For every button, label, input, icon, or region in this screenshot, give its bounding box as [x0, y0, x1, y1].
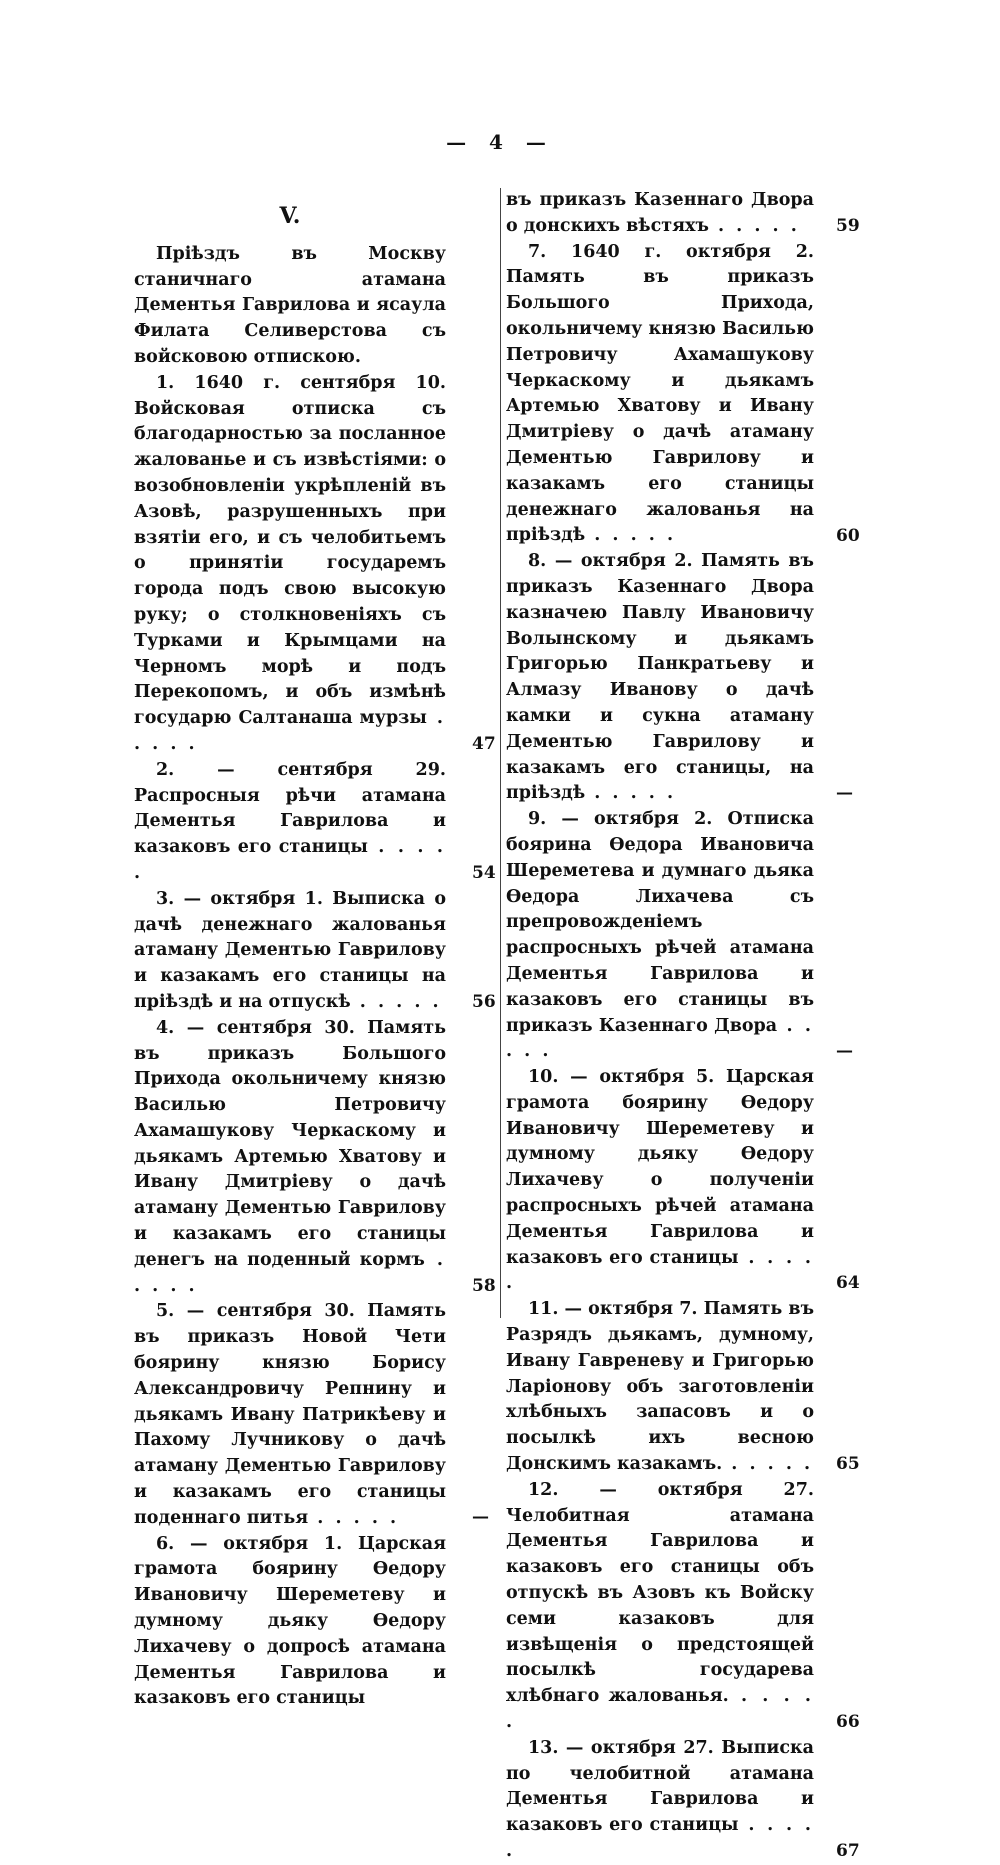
- toc-page-number: 66: [836, 1711, 860, 1732]
- leader-dots: . . . . .: [134, 708, 446, 754]
- leader-dots: . . . . .: [506, 1015, 814, 1062]
- toc-entry-text: 1. 1640 г. сентября 10. Войсковая отписка съ благодарностью за посланное жалованье и съ извѣстiями: о возобновленiи укрѣпленiй въ Азовѣ, разрушенныхъ при взятiи его, и съ челобитьемъ о принятiи государемъ города подъ свою высокую руку; о столкновенiяхъ съ Турками и Крымцами на Черномъ морѣ и подъ Перекопомъ, и объ измѣнѣ государю Салтанаша мурзы: [134, 372, 446, 729]
- toc-entry: [134, 1532, 446, 1713]
- toc-page-number: 54: [472, 862, 496, 883]
- page-number: — 4 —: [446, 130, 554, 154]
- toc-entry-text: 2. — сентября 29. Распросныя рѣчи атамана Дементья Гаврилова и казаковъ его станицы: [134, 759, 446, 858]
- leader-dots: . . . . .: [134, 837, 446, 883]
- leader-dots: . . . . .: [308, 1507, 400, 1528]
- toc-entry: [506, 1736, 860, 1865]
- section-title: Прiѣздъ въ Москву станичнаго атамана Дементья Гаврилова и ясаула Филата Селиверстова съ войсковою отпискою.: [134, 243, 446, 367]
- toc-entry: [506, 188, 860, 240]
- toc-entry-text: 6. — октября 1. Царская грамота боярину Ѳедору Ивановичу Шереметеву и думному дьяку Ѳедору Лихачеву о допросѣ атамана Дементья Гаврилова и казаковъ его станицы: [134, 1533, 446, 1709]
- leader-dots: . . . . .: [585, 783, 677, 804]
- toc-entry: [506, 240, 860, 550]
- toc-entry-text: 12. — октября 27. Челобитная атамана Дементья Гаврилова и казаковъ его станицы объ отпускѣ въ Азовъ къ Войску семи казаковъ для извѣщенiя о предстоящей посылкѣ государева хлѣбнаго жалованья.: [506, 1479, 814, 1707]
- right-entry-list: [506, 188, 860, 1865]
- leader-dots: . . . . .: [134, 1249, 447, 1296]
- toc-entry: [134, 1016, 496, 1300]
- toc-entry-text: 10. — октября 5. Царская грамота боярину Ѳедору Ивановичу Шереметеву и думному дьяку Ѳедору Лихачеву о полученiи распросныхъ рѣчей атамана Дементья Гаврилова и казаковъ его станицы: [506, 1067, 814, 1268]
- toc-entry: [506, 807, 853, 1065]
- leader-dots: . . . . .: [506, 1815, 814, 1861]
- toc-entry-text: 13. — октября 27. Выписка по челобитной атамана Дементья Гаврилова и казаковъ его станицы: [506, 1737, 814, 1836]
- toc-page-number: —: [836, 1041, 853, 1062]
- toc-entry: [134, 887, 496, 1016]
- section-heading: V.: [279, 203, 301, 229]
- left-entry-list: [134, 371, 496, 1712]
- leader-dots: . . . . .: [708, 215, 800, 236]
- toc-page-number: —: [472, 1507, 489, 1528]
- toc-page-number: 65: [836, 1454, 860, 1475]
- toc-page-number: 56: [472, 991, 496, 1012]
- toc-entry-text: 4. — сентября 30. Память въ приказъ Большого Прихода окольничему князю Василью Петровичу Ахамашукову Черкаскому и дьякамъ Артемью Хватову и Ивану Дмитрiеву о дачѣ атаману Дементью Гаврилову и казакамъ его станицы денегъ на поденный кормъ: [134, 1017, 446, 1270]
- left-column: [134, 188, 496, 1712]
- leader-dots: . . . . .: [350, 991, 442, 1012]
- leader-dots: . . . . .: [722, 1454, 814, 1475]
- toc-entry: [506, 1297, 860, 1478]
- toc-page-number: 59: [836, 216, 860, 236]
- toc-entry: [134, 371, 496, 758]
- leader-dots: . . . . .: [506, 1686, 814, 1733]
- toc-entry-text: 11. — октября 7. Память въ Разрядъ дьякамъ, думному, Ивану Гавреневу и Григорью Ларiонову объ заготовленiи хлѣбныхъ запасовъ и о посылкѣ ихъ весною Донскимъ казакамъ.: [506, 1299, 814, 1475]
- toc-entry: [134, 758, 496, 887]
- toc-page-number: 67: [836, 1840, 860, 1861]
- column-divider: [500, 188, 501, 1318]
- toc-entry-text: 3. — октября 1. Выписка о дачѣ денежнаго жалованья атаману Дементью Гаврилову и казакамъ его станицы на прiѣздѣ и на отпускѣ: [134, 888, 446, 1012]
- toc-page-number: 60: [836, 525, 860, 546]
- toc-entry: [134, 1299, 489, 1531]
- toc-entry-text: 7. 1640 г. октября 2. Память въ приказъ Большого Прихода, окольничему князю Василью Петровичу Ахамашукову Черкаскому и дьякамъ Артемью Хватову и Ивану Дмитрiеву о дачѣ атаману Дементью Гаврилову и казакамъ его станицы денежнаго жалованья на прiѣздѣ: [506, 241, 814, 546]
- toc-page-number: 47: [472, 733, 496, 754]
- toc-entry: [506, 1478, 860, 1736]
- leader-dots: . . . . .: [585, 525, 677, 546]
- toc-page-number: 58: [472, 1275, 496, 1296]
- right-column: [506, 188, 860, 1865]
- toc-entry-text: 5. — сентября 30. Память въ приказъ Новой Чети боярину князю Борису Александровичу Репнину и дьякамъ Ивану Патрикѣеву и Пахому Лучникову о дачѣ атаману Дементью Гаврилову и казакамъ его станицы поденнаго питья: [134, 1301, 446, 1528]
- toc-entry-text: въ приказъ Казеннаго Двора о донскихъ вѣстяхъ: [506, 190, 814, 236]
- toc-entry: [506, 549, 853, 807]
- toc-entry-text: 9. — октября 2. Отписка боярина Ѳедора Ивановича Шереметева и думнаго дьяка Ѳедора Лихачева съ препровожденiемъ распросныхъ рѣчей атамана Дементья Гаврилова и казаковъ его станицы въ приказъ Казеннаго Двора: [506, 809, 814, 1036]
- toc-entry-text: 8. — октября 2. Память въ приказъ Казеннаго Двора казначею Павлу Ивановичу Волынскому и дьякамъ Григорью Панкратьеву и Алмазу Иванову о дачѣ камки и сукна атаману Дементью Гаврилову и казакамъ его станицы, на прiѣздѣ: [506, 551, 814, 804]
- toc-page-number: 64: [836, 1273, 860, 1294]
- leader-dots: . . . . .: [506, 1247, 814, 1294]
- toc-page-number: —: [836, 783, 853, 804]
- toc-entry: [506, 1065, 860, 1297]
